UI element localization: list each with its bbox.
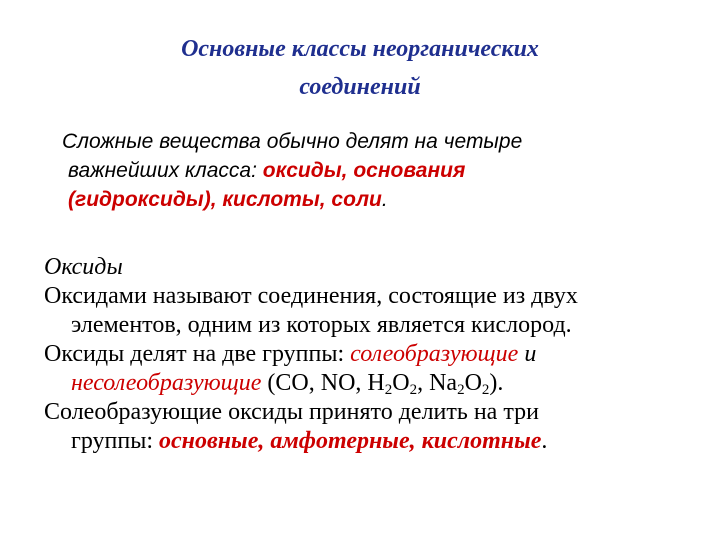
term-salt-forming: солеобразующие xyxy=(350,341,519,367)
intro-line3-period: . xyxy=(381,188,388,211)
paragraph1-line2: элементов, одним из которых является кислород. xyxy=(71,312,572,338)
paragraph3-text: группы: xyxy=(71,428,160,454)
intro-paragraph xyxy=(40,127,680,214)
paragraph3-line1: Солеобразующие оксиды принято делить на три xyxy=(44,399,539,425)
intro-highlight-hydroxides-acids-salts: (гидроксиды), кислоты, соли xyxy=(68,188,382,211)
formula-oxygen: O xyxy=(392,370,410,396)
paragraph2-line2 xyxy=(44,369,684,398)
paragraph2-line1 xyxy=(44,340,684,369)
paragraph1-line1: Оксидами называют соединения, состоящие из двух xyxy=(44,283,578,309)
subscript: 2 xyxy=(409,382,418,398)
intro-line2 xyxy=(40,156,680,185)
intro-line3 xyxy=(40,185,680,214)
term-non-salt-forming: несолеобразующие xyxy=(71,370,262,396)
intro-line2-text: важнейших класса: xyxy=(68,159,263,182)
term-oxide-groups: основные, амфотерные, кислотные xyxy=(159,428,542,454)
slide-title-line1: Основные классы неорганических xyxy=(181,36,539,62)
formula-sodium: , Na xyxy=(417,370,458,396)
intro-line1: Сложные вещества обычно делят на четыре xyxy=(62,130,523,153)
intro-highlight-oxides-bases: оксиды, основания xyxy=(262,159,466,182)
subscript: 2 xyxy=(457,382,465,398)
paragraph3-period: . xyxy=(541,428,548,454)
slide-title-line2: соединений xyxy=(299,74,421,100)
conjunction-and: и xyxy=(518,341,537,367)
paragraph2-text: Оксиды делят на две группы: xyxy=(44,341,351,367)
body-text xyxy=(44,253,684,456)
slide-title xyxy=(100,30,620,106)
formula-oxygen: O xyxy=(464,370,482,396)
subscript: 2 xyxy=(384,382,393,398)
formula-list-start: (CO, NO, H xyxy=(261,370,385,396)
section-heading-oxides: Оксиды xyxy=(44,254,123,280)
formula-list-end: ). xyxy=(489,370,504,396)
subscript: 2 xyxy=(481,382,490,398)
paragraph3-line2 xyxy=(44,427,684,456)
